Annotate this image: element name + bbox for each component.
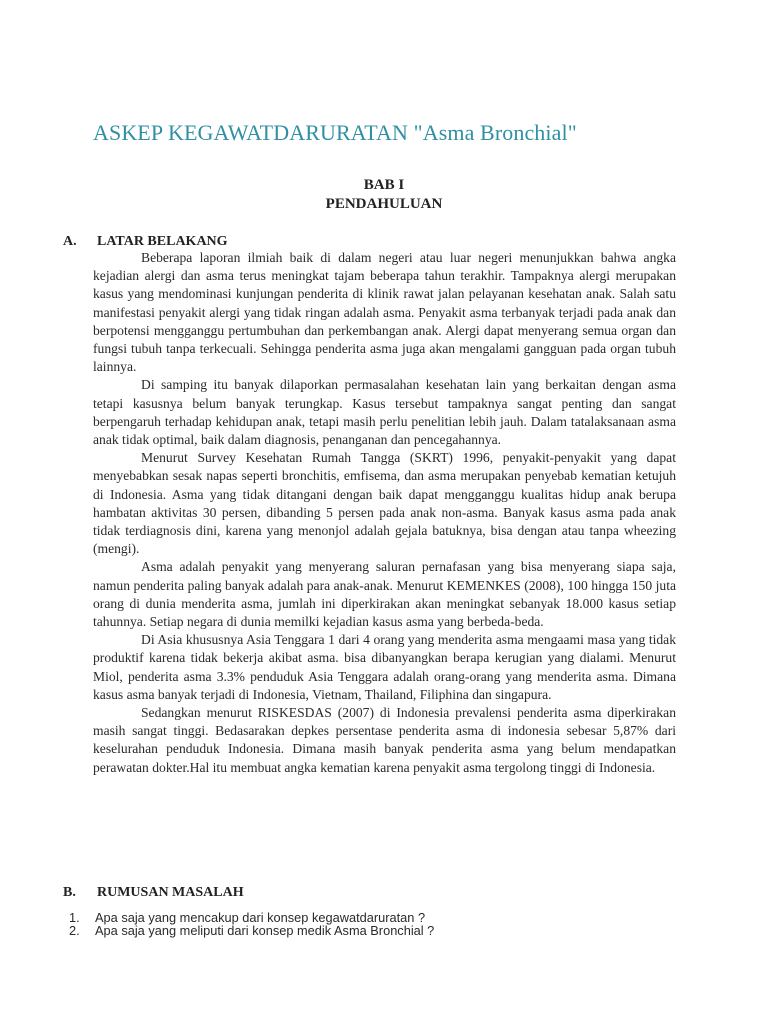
chapter-title: PENDAHULUAN [325, 196, 443, 212]
list-item [63, 924, 434, 937]
section-a-heading [63, 234, 228, 250]
section-b-letter: B. [63, 885, 76, 900]
document-title: ASKEP KEGAWATDARURATAN "Asma Bronchial" [93, 120, 577, 145]
paragraph: Di samping itu banyak dilaporkan permasalahan kesehatan lain yang berkaitan dengan asma tetapi kasusnya belum banyak terungkap. Kasus tersebut tampaknya sangat penting dan sangat berpengaruh terhadap kehidupan anak, tetapi masih perlu penelitian lebih jauh. Dalam tatalaksanaan asma anak tidak optimal, baik dalam diagnosis, penanganan dan pencegahannya. [93, 377, 676, 448]
section-a-letter: A. [63, 234, 77, 249]
chapter-number: BAB I [363, 177, 405, 193]
section-b-heading [63, 885, 244, 901]
paragraph: Asma adalah penyakit yang menyerang saluran pernafasan yang bisa menyerang siapa saja, namun penderita paling banyak adalah para anak-anak. Menurut KEMENKES (2008), 100 hingga 150 juta orang di dunia menderita asma, jumlah ini diperkirakan akan meningkat sebanyak 18.000 kasus setiap tahunnya. Setiap negara di dunia memilki kejadian kasus asma yang berbeda-beda. [93, 559, 676, 630]
list-number: 2. [69, 923, 80, 938]
list-text: Apa saja yang mencakup dari konsep kegawatdaruratan ? [95, 910, 426, 925]
section-a-title: LATAR BELAKANG [97, 234, 228, 249]
question-list [63, 911, 434, 937]
paragraph: Beberapa laporan ilmiah baik di dalam negeri atau luar negeri menunjukkan bahwa angka kejadian alergi dan asma terus meningkat tajam beberapa tahun terakhir. Tampaknya alergi merupakan kasus yang mendominasi kunjungan penderita di klinik rawat jalan pelayanan kesehatan anak. Salah satu manifestasi penyakit alergi yang tidak ringan adalah asma. Penyakit asma terbanyak terjadi pada anak dan berpotensi mengganggu pertumbuhan dan perkembangan anak. Alergi dapat menyerang semua organ dan fungsi tubuh tanpa terkecuali. Sehingga penderita asma juga akan mengalami gangguan pada organ tubuh lainnya. [93, 250, 676, 375]
background-body [93, 249, 676, 777]
paragraph: Di Asia khususnya Asia Tenggara 1 dari 4 orang yang menderita asma mengaami masa yang tidak produktif karena tidak bekerja akibat asma. bisa dibanyangkan berapa kerugian yang dialami. Menurut Miol, penderita asma 3.3% penduduk Asia Tenggara adalah orang-orang yang menderita asma. Dimana kasus asma banyak terjadi di Indonesia, Vietnam, Thailand, Filiphina dan singapura. [93, 632, 676, 702]
paragraph: Menurut Survey Kesehatan Rumah Tangga (SKRT) 1996, penyakit-penyakit yang dapat menyebabkan sesak napas seperti bronchitis, emfisema, dan asma merupakan penyebab kematian ketujuh di Indonesia. Asma yang tidak ditangani dengan baik dapat mengganggu kualitas hidup anak berupa hambatan aktivitas 30 persen, dibanding 5 persen pada anak non-asma. Banyak kasus asma pada anak tidak terdiagnosis dini, karena yang menonjol adalah gejala batuknya, bisa dengan atau tanpa wheezing (mengi). [93, 450, 676, 557]
list-number: 1. [69, 910, 80, 925]
paragraph: Sedangkan menurut RISKESDAS (2007) di Indonesia prevalensi penderita asma diperkirakan masih sangat tinggi. Bedasarakan depkes persentase penderita asma di indonesia sebesar 5,87% dari keselurahan penduduk Indonesia. Dimana masih banyak penderita asma yang belum mendapatkan perawatan dokter.Hal itu membuat angka kematian karena penyakit asma tergolong tinggi di Indonesia. [93, 705, 676, 775]
list-text: Apa saja yang meliputi dari konsep medik Asma Bronchial ? [95, 923, 435, 938]
section-b-title: RUMUSAN MASALAH [97, 885, 244, 900]
